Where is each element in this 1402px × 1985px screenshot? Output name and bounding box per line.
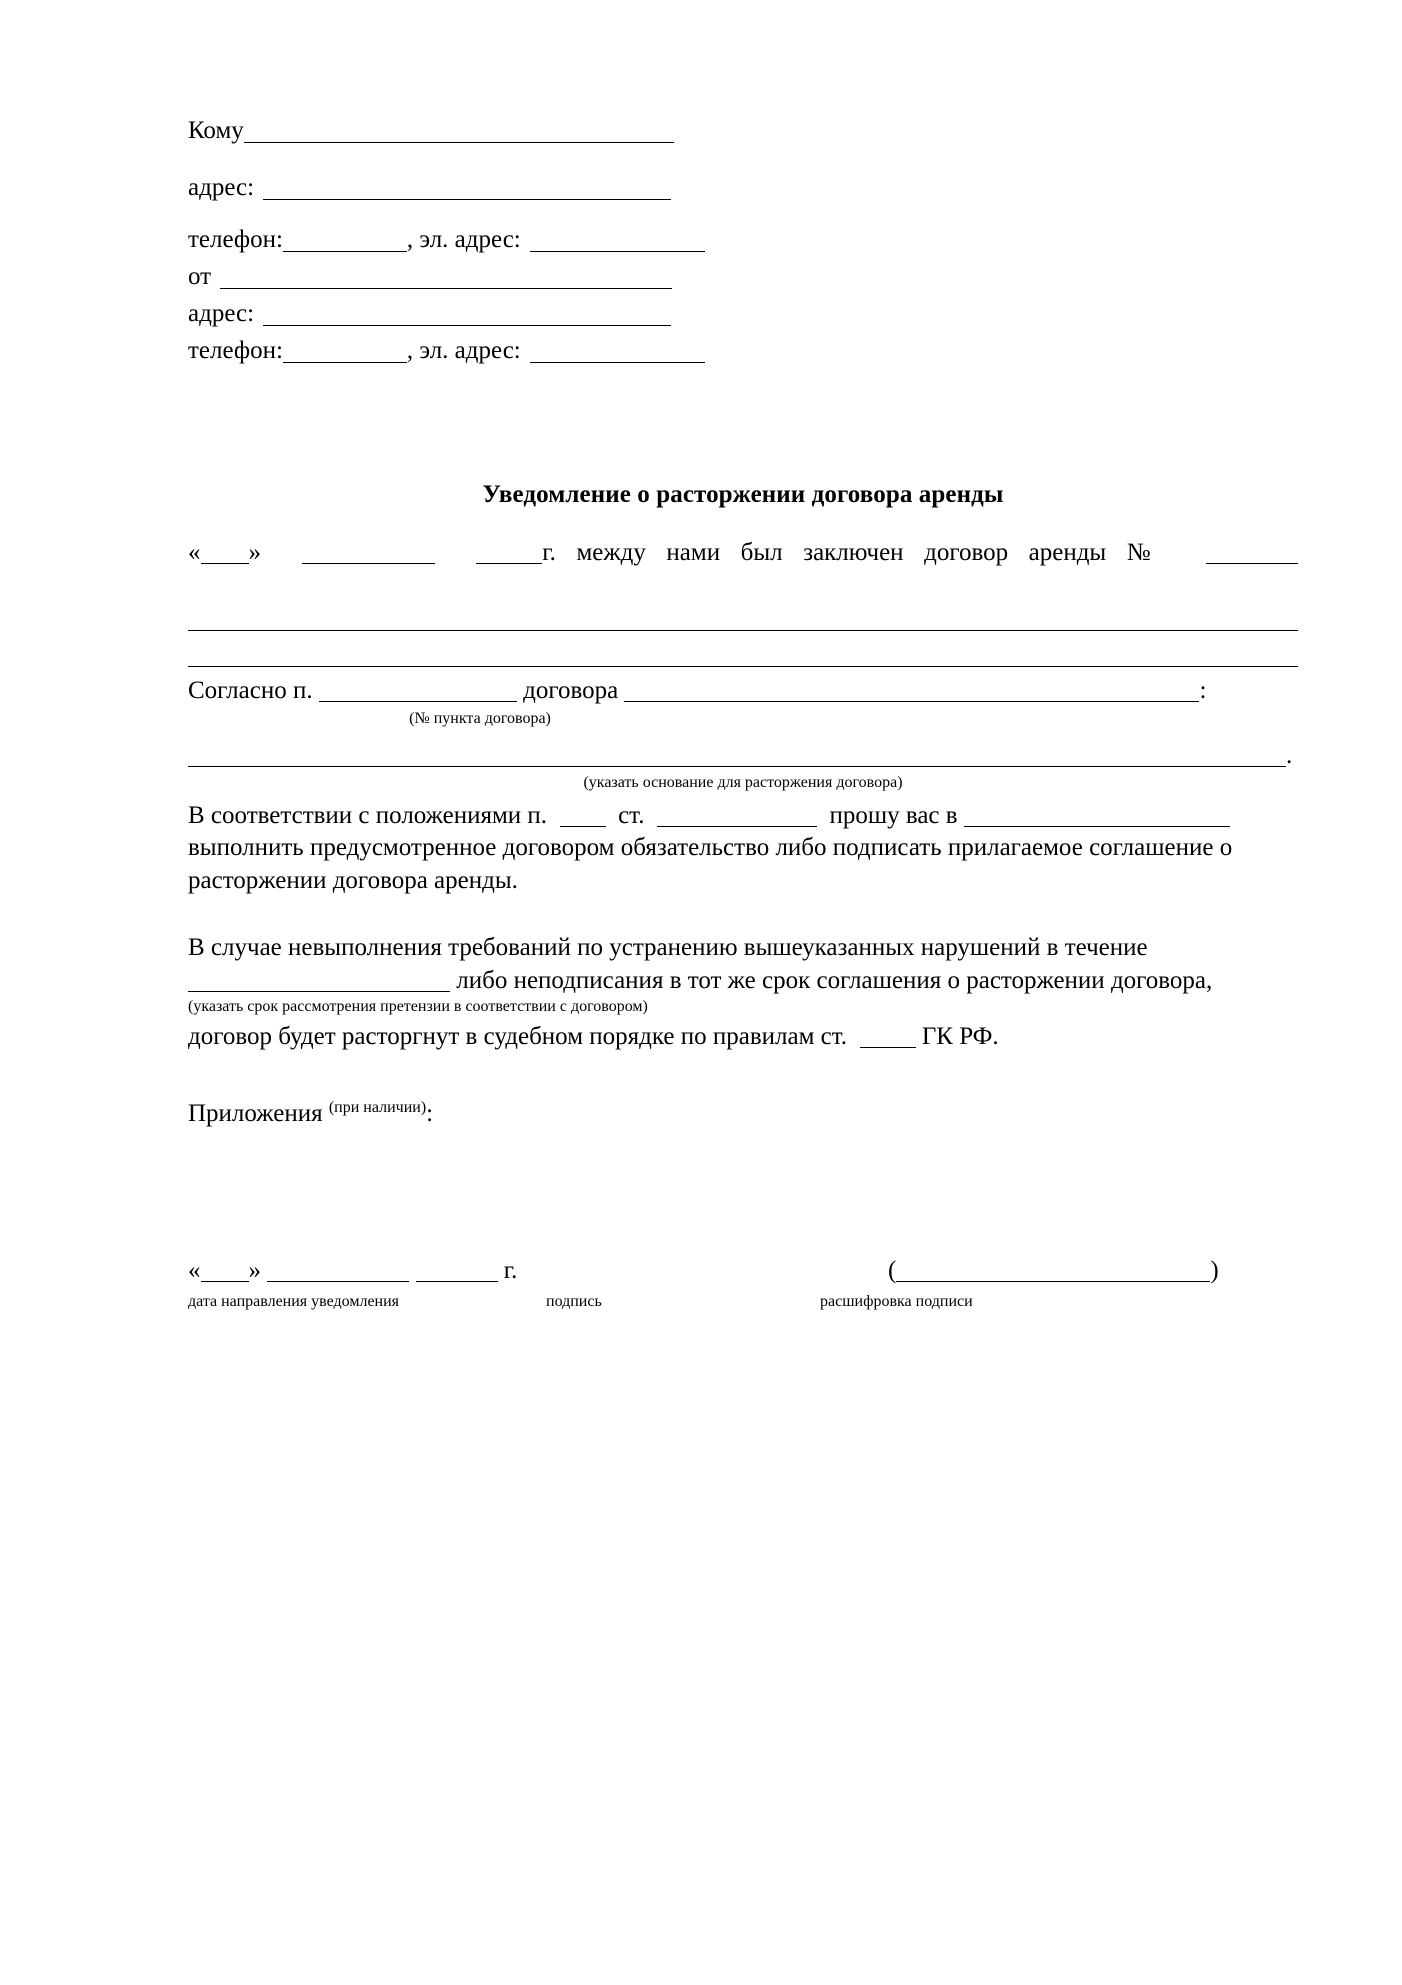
signature-decode-blank[interactable] (896, 1281, 1210, 1282)
signature-decode-row (888, 1257, 1219, 1285)
signature-footer (188, 1257, 1298, 1337)
document-sheet (188, 118, 1298, 1337)
sender-email-blank[interactable] (530, 340, 705, 363)
sender-address-label: адрес: (188, 300, 255, 327)
consequences-line-2-text: либо неподписания в тот же срок соглашения о расторжении договора, (456, 966, 1213, 994)
civil-code-article-blank[interactable] (860, 1047, 916, 1048)
recipient-address-row (188, 175, 1298, 200)
clause-text-blank[interactable] (624, 701, 1199, 702)
attachments-label: Приложения (188, 1100, 323, 1128)
consequences-line-1: В случае невыполнения требований по устранению вышеуказанных нарушений в течение (188, 934, 1148, 962)
request-article-blank[interactable] (657, 826, 817, 827)
footer-month-blank[interactable] (267, 1281, 409, 1282)
spacer (188, 200, 1298, 227)
recipient-email-label: , эл. адрес: (406, 226, 521, 253)
quote-open: « (188, 539, 201, 566)
sender-phone-label: телефон: (188, 337, 283, 364)
footer-quote-close: » (248, 1256, 261, 1284)
recipient-name-label: Кому (188, 117, 244, 144)
recipient-contact-row (188, 227, 1298, 252)
clause-middle-label: договора (523, 677, 619, 704)
request-line-3: расторжении договора аренды. (188, 866, 518, 894)
clause-number-blank[interactable] (319, 701, 517, 702)
contract-reference-paragraph (188, 537, 1298, 667)
footer-day-blank[interactable] (201, 1281, 249, 1282)
year-blank[interactable] (476, 563, 542, 564)
signature-date-row (188, 1257, 517, 1285)
request-clause-blank[interactable] (560, 826, 606, 827)
clause-reference-paragraph (188, 675, 1298, 793)
paren-open: ( (888, 1256, 897, 1284)
spacer (188, 143, 1298, 175)
clause-reference-line (188, 675, 1298, 708)
recipient-address-blank[interactable] (263, 177, 671, 200)
attachments-line (188, 1098, 1298, 1131)
signature-decode-caption: расшифровка подписи (820, 1292, 973, 1310)
recipient-name-blank[interactable] (244, 120, 674, 143)
year-suffix: г. (542, 539, 556, 566)
sender-address-row (188, 301, 1298, 326)
request-line-1 (188, 800, 1298, 833)
addressee-header-block (188, 118, 1298, 363)
contract-reference-blank-line-2[interactable] (188, 645, 1298, 667)
recipient-name-row (188, 118, 1298, 143)
consequences-paragraph (188, 932, 1298, 1053)
request-paragraph (188, 800, 1298, 898)
footer-year-blank[interactable] (416, 1281, 498, 1282)
request-article-label: ст. (618, 801, 645, 829)
consequences-line-3 (188, 1021, 1298, 1054)
paren-close: ) (1210, 1256, 1219, 1284)
clause-prefix-label: Согласно п. (188, 677, 313, 704)
civil-code-label: ГК РФ. (921, 1022, 999, 1050)
page-title: Уведомление о расторжении договора аренды (482, 481, 1004, 508)
attachments-superscript: (при наличии) (328, 1099, 427, 1117)
signature-date-caption: дата направления уведомления (188, 1292, 400, 1310)
grounds-blank[interactable] (188, 766, 1286, 767)
day-blank[interactable] (201, 563, 249, 564)
signature-caption: подпись (546, 1292, 602, 1310)
month-blank[interactable] (302, 563, 435, 564)
claim-term-caption: (указать срок рассмотрения претензии в соответствии с договором) (188, 998, 648, 1016)
contract-number-blank[interactable] (1206, 563, 1298, 564)
recipient-phone-blank[interactable] (283, 229, 407, 252)
request-line-2: выполнить предусмотренное договором обязательство либо подписать прилагаемое соглашение о (188, 834, 1233, 862)
consequences-line-2 (188, 965, 1298, 998)
claim-term-blank[interactable] (188, 991, 450, 992)
sender-name-blank[interactable] (220, 266, 672, 289)
recipient-address-label: адрес: (188, 174, 255, 201)
grounds-caption: (указать основание для расторжения договора) (583, 774, 903, 792)
request-ask-label: прошу вас в (829, 801, 958, 829)
contract-reference-line (188, 537, 1298, 602)
quote-close: » (248, 539, 261, 566)
grounds-period: . (1286, 741, 1293, 769)
grounds-blank-line (188, 740, 1298, 773)
sender-name-row (188, 264, 1298, 289)
clause-number-caption: (№ пункта договора) (409, 709, 551, 727)
sender-contact-row (188, 338, 1298, 363)
request-term-blank[interactable] (964, 826, 1230, 827)
contract-reference-text: между нами был заключен договор аренды № (576, 539, 1165, 566)
sender-address-blank[interactable] (263, 303, 671, 326)
request-prefix-label: В соответствии с положениями п. (188, 801, 548, 829)
footer-year-suffix: г. (503, 1256, 518, 1284)
footer-quote-open: « (188, 1256, 201, 1284)
clause-colon: : (1199, 677, 1207, 704)
recipient-phone-label: телефон: (188, 226, 283, 253)
sender-label: от (188, 263, 212, 290)
consequences-court-text: договор будет расторгнут в судебном порядке по правилам ст. (188, 1022, 848, 1050)
contract-reference-blank-line-1[interactable] (188, 609, 1298, 631)
sender-email-label: , эл. адрес: (406, 337, 521, 364)
attachments-colon: : (426, 1100, 434, 1128)
sender-phone-blank[interactable] (283, 340, 407, 363)
recipient-email-blank[interactable] (530, 229, 705, 252)
